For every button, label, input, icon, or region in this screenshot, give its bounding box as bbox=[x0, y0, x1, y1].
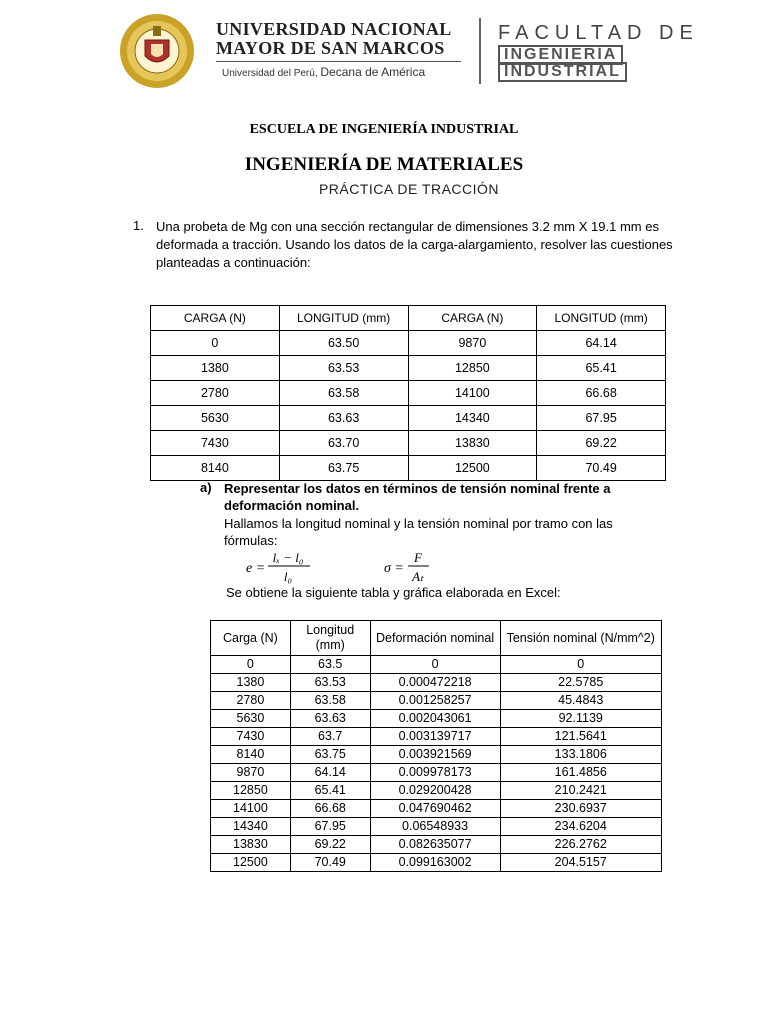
table-cell: 234.6204 bbox=[500, 818, 662, 836]
excel-note: Se obtiene la siguiente tabla y gráfica elaborada en Excel: bbox=[226, 585, 561, 600]
table-cell: 22.5785 bbox=[500, 674, 662, 692]
university-name-line2: MAYOR DE SAN MARCOS bbox=[216, 38, 445, 58]
table-header-cell: Longitud (mm) bbox=[290, 621, 370, 656]
table-cell: 8140 bbox=[151, 456, 280, 481]
table-cell: 67.95 bbox=[290, 818, 370, 836]
table-cell: 12850 bbox=[408, 356, 537, 381]
table-cell: 0.001258257 bbox=[370, 692, 500, 710]
formula-s-denominator: Aₜ bbox=[412, 569, 424, 584]
table-cell: 64.14 bbox=[537, 331, 666, 356]
table-cell: 65.41 bbox=[290, 782, 370, 800]
table-cell: 70.49 bbox=[537, 456, 666, 481]
table-row bbox=[211, 854, 662, 872]
question-text: Una probeta de Mg con una sección rectangular de dimensiones 3.2 mm X 19.1 mm es deformada a tracción. Usando los datos de la carga-alargamiento, resolver las cuestiones planteadas a continuación: bbox=[156, 219, 673, 270]
table-cell: 64.14 bbox=[290, 764, 370, 782]
university-name-line1: UNIVERSIDAD NACIONAL bbox=[216, 19, 452, 39]
table-row bbox=[151, 456, 666, 481]
table-header-cell: LONGITUD (mm) bbox=[279, 306, 408, 331]
table-cell: 63.7 bbox=[290, 728, 370, 746]
table-row bbox=[211, 818, 662, 836]
table-header-cell: Deformación nominal bbox=[370, 621, 500, 656]
table-cell: 5630 bbox=[211, 710, 291, 728]
table-cell: 0.003139717 bbox=[370, 728, 500, 746]
table-cell: 9870 bbox=[408, 331, 537, 356]
formulas bbox=[246, 549, 446, 585]
table-cell: 0.003921569 bbox=[370, 746, 500, 764]
formula-e-numerator: lₓ − l₀ bbox=[272, 550, 304, 565]
table-cell: 13830 bbox=[408, 431, 537, 456]
table-cell: 67.95 bbox=[537, 406, 666, 431]
table-cell: 69.22 bbox=[290, 836, 370, 854]
table-row bbox=[211, 692, 662, 710]
table-cell: 0.002043061 bbox=[370, 710, 500, 728]
table-cell: 0.047690462 bbox=[370, 800, 500, 818]
table-cell: 0 bbox=[500, 656, 662, 674]
question-number: 1. bbox=[133, 218, 144, 233]
table-cell: 63.53 bbox=[290, 674, 370, 692]
table-header-cell: CARGA (N) bbox=[408, 306, 537, 331]
table-cell: 63.58 bbox=[290, 692, 370, 710]
part-a-label: a) bbox=[200, 480, 212, 495]
table-row bbox=[151, 356, 666, 381]
faculty-line2: INGENIERÍA bbox=[498, 45, 623, 65]
table-row bbox=[211, 800, 662, 818]
practice-title: PRÁCTICA DE TRACCIÓN bbox=[318, 181, 500, 197]
table-cell: 66.68 bbox=[537, 381, 666, 406]
table-header-row bbox=[151, 306, 666, 331]
table-cell: 2780 bbox=[151, 381, 280, 406]
table-cell: 0.029200428 bbox=[370, 782, 500, 800]
faculty-line3: INDUSTRIAL bbox=[498, 62, 627, 82]
table-row bbox=[211, 674, 662, 692]
table-cell: 63.70 bbox=[279, 431, 408, 456]
table-cell: 65.41 bbox=[537, 356, 666, 381]
table-cell: 0 bbox=[370, 656, 500, 674]
formula-s-lhs: σ = bbox=[384, 561, 404, 576]
university-motto bbox=[222, 65, 425, 79]
table-cell: 133.1806 bbox=[500, 746, 662, 764]
table-cell: 7430 bbox=[211, 728, 291, 746]
table-cell: 63.75 bbox=[279, 456, 408, 481]
university-seal-logo bbox=[118, 12, 196, 90]
faculty-line1: FACULTAD DE bbox=[498, 22, 699, 44]
table-cell: 9870 bbox=[211, 764, 291, 782]
table-row bbox=[151, 381, 666, 406]
table-cell: 0 bbox=[211, 656, 291, 674]
header-rule bbox=[216, 61, 461, 62]
table-cell: 0.06548933 bbox=[370, 818, 500, 836]
table-cell: 69.22 bbox=[537, 431, 666, 456]
table-row bbox=[211, 764, 662, 782]
table-cell: 161.4856 bbox=[500, 764, 662, 782]
table-cell: 210.2421 bbox=[500, 782, 662, 800]
stress-strain-table bbox=[210, 620, 662, 872]
table-row bbox=[211, 710, 662, 728]
table-cell: 0.082635077 bbox=[370, 836, 500, 854]
table-cell: 13830 bbox=[211, 836, 291, 854]
table-cell: 230.6937 bbox=[500, 800, 662, 818]
table-cell: 1380 bbox=[151, 356, 280, 381]
part-a-statement: Representar los datos en términos de tensión nominal frente a deformación nominal. bbox=[224, 481, 611, 513]
table-row bbox=[211, 836, 662, 854]
header-divider bbox=[479, 18, 481, 84]
table-cell: 0 bbox=[151, 331, 280, 356]
table-cell: 66.68 bbox=[290, 800, 370, 818]
table-cell: 14100 bbox=[211, 800, 291, 818]
table-row bbox=[151, 431, 666, 456]
table-cell: 14100 bbox=[408, 381, 537, 406]
formula-e-lhs: e = bbox=[246, 561, 266, 576]
table-cell: 226.2762 bbox=[500, 836, 662, 854]
subject-title: INGENIERÍA DE MATERIALES bbox=[244, 154, 524, 175]
table-cell: 2780 bbox=[211, 692, 291, 710]
university-motto-small: Universidad del Perú, bbox=[222, 68, 321, 79]
table-cell: 70.49 bbox=[290, 854, 370, 872]
university-motto-big: Decana de América bbox=[320, 65, 426, 79]
load-length-table bbox=[150, 305, 666, 481]
table-cell: 63.75 bbox=[290, 746, 370, 764]
table-row bbox=[211, 746, 662, 764]
table-cell: 14340 bbox=[211, 818, 291, 836]
table-cell: 8140 bbox=[211, 746, 291, 764]
table-cell: 63.58 bbox=[279, 381, 408, 406]
table-cell: 45.4843 bbox=[500, 692, 662, 710]
table-cell: 92.1139 bbox=[500, 710, 662, 728]
table-header-cell: Tensión nominal (N/mm^2) bbox=[500, 621, 662, 656]
formula-e-denominator: l₀ bbox=[283, 569, 293, 584]
formula-s-numerator: F bbox=[414, 550, 422, 565]
school-title: ESCUELA DE INGENIERÍA INDUSTRIAL bbox=[249, 122, 519, 137]
part-a-method: Hallamos la longitud nominal y la tensión nominal por tramo con las fórmulas: bbox=[224, 516, 613, 548]
table-row bbox=[151, 331, 666, 356]
table-header-cell: Carga (N) bbox=[211, 621, 291, 656]
table-cell: 5630 bbox=[151, 406, 280, 431]
table-cell: 204.5157 bbox=[500, 854, 662, 872]
table-row bbox=[211, 782, 662, 800]
table-cell: 0.000472218 bbox=[370, 674, 500, 692]
table-cell: 7430 bbox=[151, 431, 280, 456]
table-cell: 12500 bbox=[211, 854, 291, 872]
table-cell: 63.5 bbox=[290, 656, 370, 674]
table-cell: 63.53 bbox=[279, 356, 408, 381]
table-cell: 0.009978173 bbox=[370, 764, 500, 782]
table-cell: 63.50 bbox=[279, 331, 408, 356]
table-cell: 63.63 bbox=[290, 710, 370, 728]
table-row bbox=[211, 656, 662, 674]
table-row bbox=[211, 728, 662, 746]
table-cell: 1380 bbox=[211, 674, 291, 692]
table-row bbox=[151, 406, 666, 431]
table-cell: 121.5641 bbox=[500, 728, 662, 746]
table-header-cell: LONGITUD (mm) bbox=[537, 306, 666, 331]
table-cell: 12850 bbox=[211, 782, 291, 800]
table-cell: 14340 bbox=[408, 406, 537, 431]
table-cell: 63.63 bbox=[279, 406, 408, 431]
table-header-cell: CARGA (N) bbox=[151, 306, 280, 331]
table-cell: 0.099163002 bbox=[370, 854, 500, 872]
table-cell: 12500 bbox=[408, 456, 537, 481]
table-header-row bbox=[211, 621, 662, 656]
